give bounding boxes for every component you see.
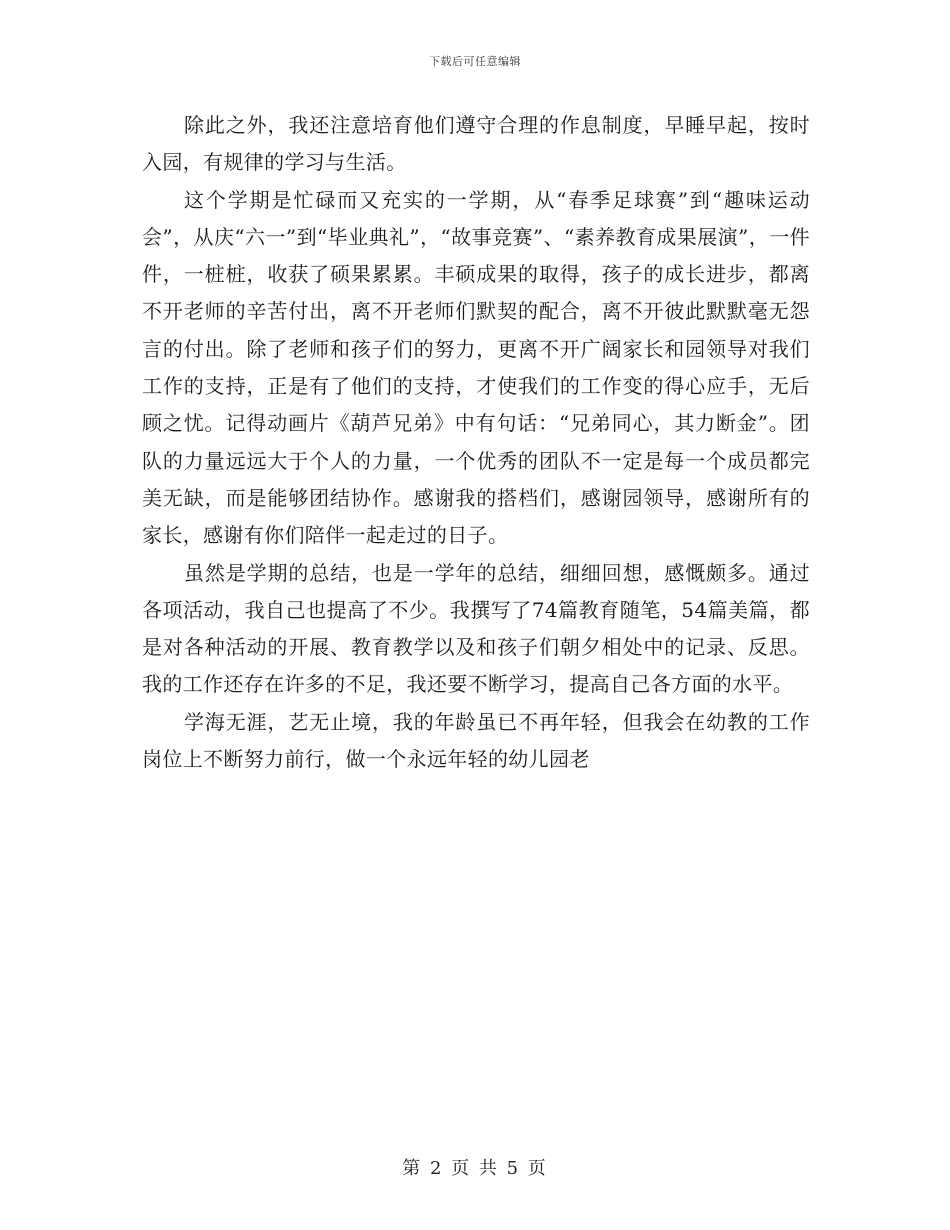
paragraph-reflection: 虽然是学期的总结，也是一学年的总结，细细回想，感慨颇多。通过各项活动，我自己也提高了不少。我撰写了74篇教育随笔，54篇美篇，都是对各种活动的开展、教育教学以及和孩子们朝夕相处中的记录、反思。我的工作还存在许多的不足，我还要不断学习，提高自己各方面的水平。 [142,560,810,697]
header-note: 下载后可任意编辑 [429,55,521,68]
paragraph-closing: 学海无涯，艺无止境，我的年龄虽已不再年轻，但我会在幼教的工作岗位上不断努力前行，做一个永远年轻的幼儿园老 [142,709,810,772]
paragraph-routine: 除此之外，我还注意培育他们遵守合理的作息制度，早睡早起，按时入园，有规律的学习与生活。 [142,113,810,175]
document-body [142,107,810,778]
paragraph-semester-activities: 这个学期是忙碌而又充实的一学期，从“春季足球赛”到“趣味运动会”，从庆“六一”到“毕业典礼”，“故事竞赛”、“素养教育成果展演”，一件件，一桩桩，收获了硕果累累。丰硕成果的取得，孩子的成长进步，都离不开老师的辛苦付出，离不开老师们默契的配合，离不开彼此默默毫无怨言的付出。除了老师和孩子们的努力，更离不开广阔家长和园领导对我们工作的支持，正是有了他们的支持，才使我们的工作变的得心应手，无后顾之忧。记得动画片《葫芦兄弟》中有句话：“兄弟同心，其力断金”。团队的力量远远大于个人的力量，一个优秀的团队不一定是每一个成员都完美无缺，而是能够团结协作。感谢我的搭档们，感谢园领导，感谢所有的家长，感谢有你们陪伴一起走过的日子。 [142,187,810,548]
page-number-footer: 第 2 页 共 5 页 [402,1158,548,1179]
